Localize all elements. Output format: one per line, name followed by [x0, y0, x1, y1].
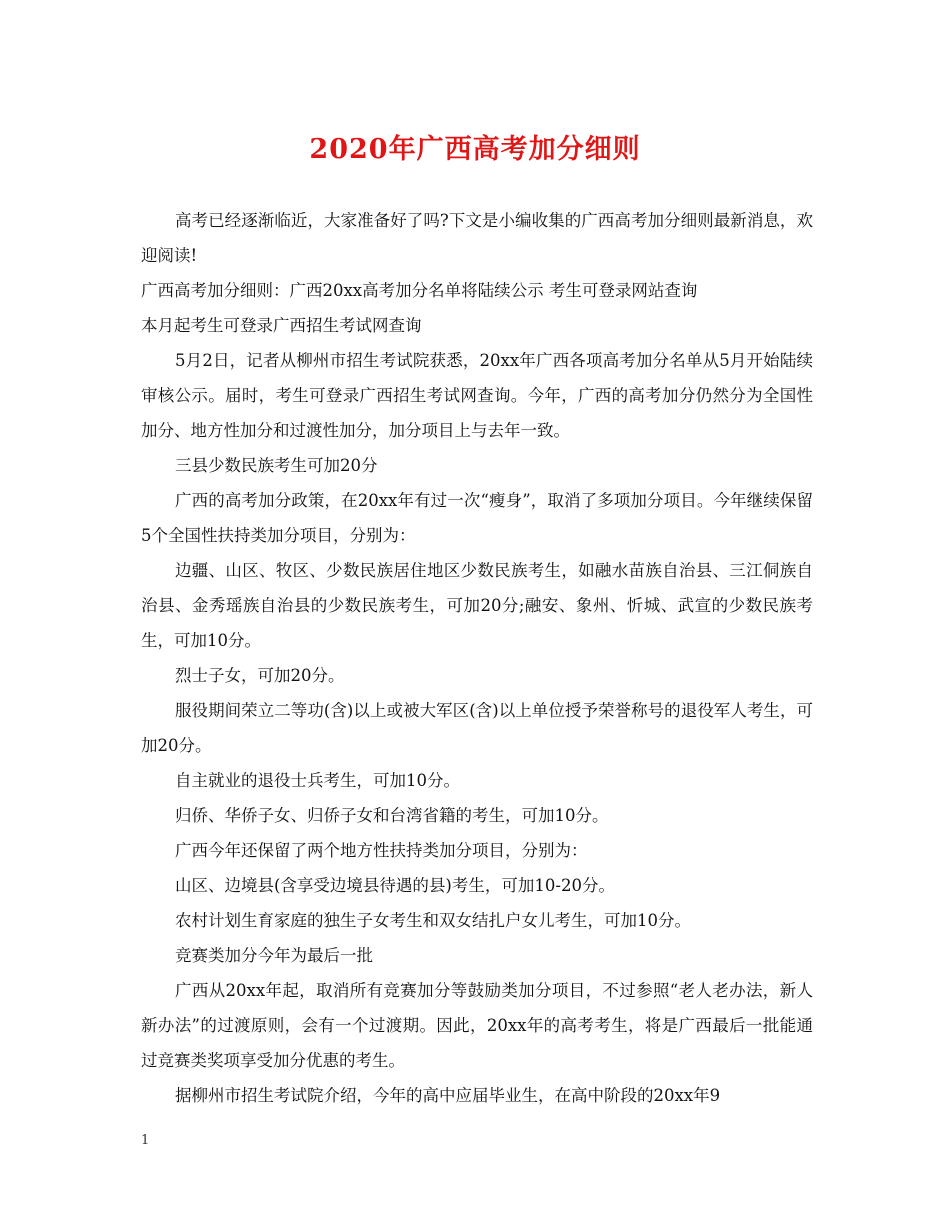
paragraph: 自主就业的退役士兵考生，可加10分。 — [175, 771, 460, 790]
paragraph: 广西的高考加分政策，在20xx年有过一次“瘦身”，取消了多项加分项目。今年继续保留5个全国性扶持类加分项目，分别为： — [141, 491, 813, 545]
paragraph: 烈士子女，可加20分。 — [175, 666, 345, 685]
section-heading: 三县少数民族考生可加20分 — [175, 456, 378, 475]
paragraph: 广西今年还保留了两个地方性扶持类加分项目，分别为： — [175, 841, 588, 860]
page-number: 1 — [141, 1133, 150, 1148]
paragraph: 本月起考生可登录广西招生考试网查询 — [141, 316, 422, 335]
paragraph: 广西高考加分细则：广西20xx高考加分名单将陆续公示 考生可登录网站查询 — [141, 281, 698, 300]
document-body — [141, 203, 813, 1113]
paragraph: 高考已经逐渐临近，大家准备好了吗?下文是小编收集的广西高考加分细则最新消息，欢迎阅读! — [141, 211, 813, 265]
paragraph: 5月2日，记者从柳州市招生考试院获悉，20xx年广西各项高考加分名单从5月开始陆续审核公示。届时，考生可登录广西招生考试网查询。今年，广西的高考加分仍然分为全国性加分、地方性加分和过渡性加分，加分项目上与去年一致。 — [141, 351, 813, 440]
paragraph: 农村计划生育家庭的独生子女考生和双女结扎户女儿考生，可加10分。 — [175, 911, 691, 930]
paragraph: 归侨、华侨子女、归侨子女和台湾省籍的考生，可加10分。 — [175, 806, 609, 825]
paragraph: 据柳州市招生考试院介绍，今年的高中应届毕业生，在高中阶段的20xx年9 — [175, 1086, 721, 1105]
paragraph: 山区、边境县(含享受边境县待遇的县)考生，可加10-20分。 — [175, 876, 615, 895]
paragraph: 服役期间荣立二等功(含)以上或被大军区(含)以上单位授予荣誉称号的退役军人考生，可加20分。 — [141, 701, 813, 755]
document-title: 2020年广西高考加分细则 — [309, 134, 641, 165]
section-heading: 竞赛类加分今年为最后一批 — [175, 946, 373, 965]
paragraph: 边疆、山区、牧区、少数民族居住地区少数民族考生，如融水苗族自治县、三江侗族自治县、金秀瑶族自治县的少数民族考生，可加20分;融安、象州、忻城、武宣的少数民族考生，可加10分。 — [141, 561, 813, 650]
paragraph: 广西从20xx年起，取消所有竞赛加分等鼓励类加分项目，不过参照“老人老办法，新人新办法”的过渡原则，会有一个过渡期。因此，20xx年的高考考生，将是广西最后一批能通过竞赛类奖项享受加分优惠的考生。 — [141, 981, 813, 1070]
